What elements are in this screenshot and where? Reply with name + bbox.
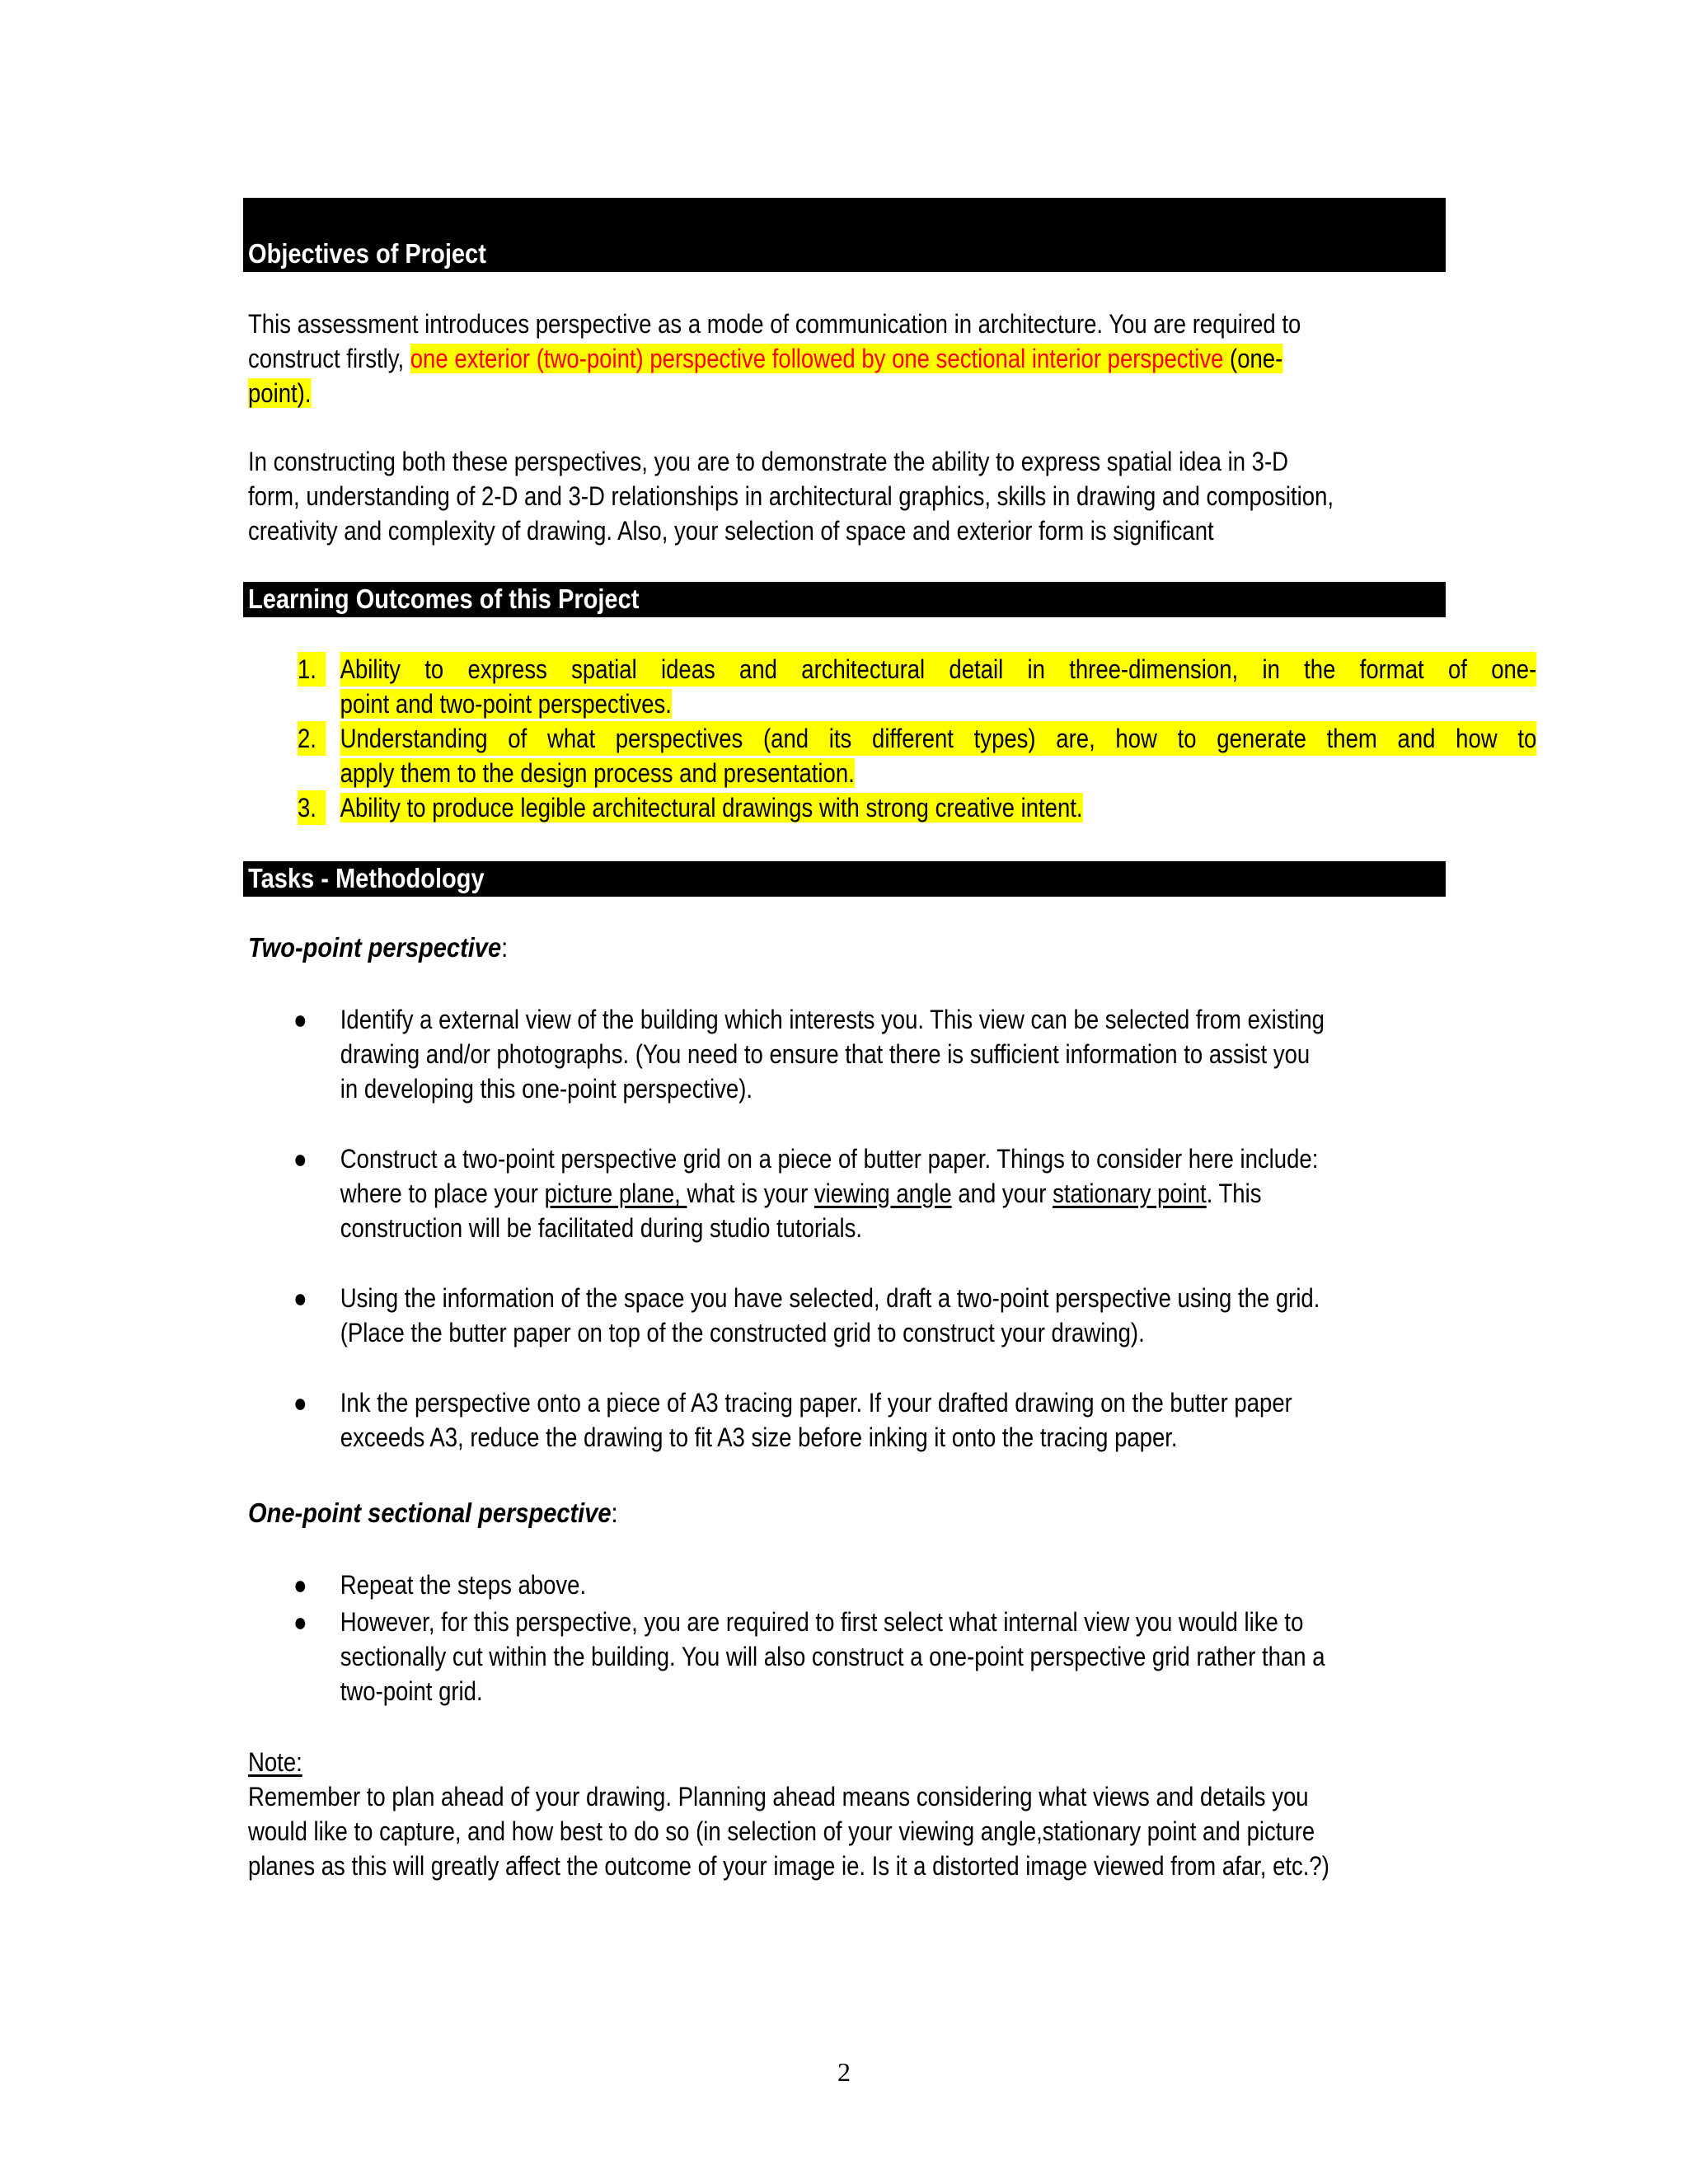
stationary-point-term: stationary point (1053, 1179, 1207, 1208)
bullet-3-line-1: Using the information of the space you have selected, draft a two-point perspective using the grid. (340, 1283, 1320, 1313)
two-point-bullets (293, 1002, 1428, 1455)
two-point-heading-colon: : (501, 932, 509, 963)
bullet-1-line-1: Identify a external view of the building which interests you. This view can be selected from existing (340, 1005, 1325, 1034)
objectives-p1-line-3 (248, 376, 1461, 410)
bullet-2-line-2 (340, 1176, 1428, 1211)
objectives-header-bar (243, 198, 1446, 272)
list-item (293, 1141, 1428, 1245)
bullet-3-line-2: (Place the butter paper on top of the constructed grid to construct your drawing). (340, 1318, 1145, 1347)
bullet-2-text-d: . This (1206, 1179, 1262, 1208)
outcome-3-line-1-wrap (340, 790, 1537, 825)
one-point-bullet-2-line-1: However, for this perspective, you are required to first select what internal view you would like to (340, 1607, 1304, 1637)
two-point-heading-text: Two-point perspective (248, 932, 502, 963)
objectives-p2-line-1: In constructing both these perspectives, you are to demonstrate the ability to express spatial idea in 3-D (248, 447, 1289, 476)
objectives-p2-line-3: creativity and complexity of drawing. Also, your selection of space and exterior form is significant (248, 516, 1214, 546)
outcome-1-line-2: point and two-point perspectives. (340, 689, 672, 719)
objectives-p1-line-1: This assessment introduces perspective as a mode of communication in architecture. You are required to (248, 309, 1301, 339)
bullet-icon: ● (293, 1607, 307, 1637)
note-line-3: planes as this will greatly affect the outcome of your image ie. Is it a distorted image viewed from afar, etc.?) (248, 1851, 1329, 1881)
bullet-1-line-2: drawing and/or photographs. (You need to ensure that there is sufficient information to assist you (340, 1039, 1311, 1069)
objectives-p1-line-3-text: point). (248, 378, 312, 408)
one-point-heading-colon: : (611, 1497, 618, 1528)
two-point-heading (248, 930, 508, 965)
objectives-paragraph-2 (248, 444, 1461, 548)
outcome-3-line-1: Ability to produce legible architectural drawings with strong creative intent. (340, 793, 1083, 823)
tasks-title: Tasks - Methodology (248, 863, 485, 893)
bullet-icon: ● (293, 1005, 307, 1034)
objectives-p1-line-2 (248, 341, 1461, 376)
objectives-title: Objectives of Project (248, 238, 486, 269)
outcome-2-line-1: Understanding of what perspectives (and its different types) are, how to generate them and how to (340, 721, 1537, 756)
bullet-icon: ● (293, 1388, 307, 1418)
objectives-emphasis-text: one exterior (two-point) perspective followed by one sectional interior perspective (410, 344, 1224, 373)
outcomes-list (298, 652, 1537, 825)
outcome-number: 3. (298, 790, 326, 825)
one-point-bullet-2-line-3: two-point grid. (340, 1676, 483, 1706)
note-label-line (248, 1745, 1461, 1779)
list-item (293, 1281, 1428, 1350)
outcome-1-line-1: Ability to express spatial ideas and architectural detail in three-dimension, in the format of one- (340, 652, 1537, 687)
bullet-icon: ● (293, 1144, 307, 1174)
tasks-header-bar (243, 861, 1446, 897)
note-line-2: would like to capture, and how best to do so (in selection of your viewing angle,stationary point and picture (248, 1816, 1315, 1846)
outcome-number: 2. (298, 721, 326, 756)
bullet-2-text-c: and your (951, 1179, 1053, 1208)
outcome-number: 1. (298, 652, 326, 687)
bullet-icon: ● (293, 1570, 307, 1600)
note-line-1: Remember to plan ahead of your drawing. Planning ahead means considering what views and details you (248, 1782, 1309, 1811)
list-item (293, 1568, 1428, 1602)
list-item (293, 1605, 1428, 1708)
objectives-p1-line-2-pre: construct firstly, (248, 344, 410, 373)
one-point-bullets (293, 1568, 1428, 1708)
outcome-2-line-2-wrap (340, 756, 1537, 790)
outcomes-header-bar (243, 582, 1446, 617)
note-block (248, 1745, 1461, 1883)
outcome-item-1 (298, 652, 1537, 721)
bullet-2-text-a: where to place your (340, 1179, 545, 1208)
list-item (293, 1002, 1428, 1106)
outcomes-title: Learning Outcomes of this Project (248, 583, 640, 614)
note-label: Note: (248, 1747, 302, 1777)
outcome-1-line-2-wrap (340, 687, 1537, 721)
page-number: 2 (837, 2057, 851, 2087)
bullet-2-text-b: what is your (687, 1179, 814, 1208)
outcome-item-3 (298, 790, 1361, 825)
picture-plane-term: picture plane, (544, 1179, 687, 1208)
bullet-icon: ● (293, 1283, 307, 1313)
one-point-bullet-2-line-2: sectionally cut within the building. You will also construct a one-point perspective grid rather than a (340, 1642, 1325, 1671)
objectives-p2-line-2: form, understanding of 2-D and 3-D relationships in architectural graphics, skills in drawing and composition, (248, 481, 1334, 511)
objectives-p1-line-2-post: (one- (1223, 344, 1283, 373)
viewing-angle-term: viewing angle (814, 1179, 952, 1208)
one-point-bullet-1-line-1: Repeat the steps above. (340, 1570, 587, 1600)
outcome-2-line-2: apply them to the design process and presentation. (340, 758, 855, 788)
bullet-2-line-3: construction will be facilitated during studio tutorials. (340, 1213, 863, 1243)
one-point-heading-text: One-point sectional perspective (248, 1497, 612, 1528)
outcome-item-2 (298, 721, 1537, 790)
bullet-4-line-1: Ink the perspective onto a piece of A3 tracing paper. If your drafted drawing on the butter paper (340, 1388, 1292, 1418)
bullet-4-line-2: exceeds A3, reduce the drawing to fit A3 size before inking it onto the tracing paper. (340, 1422, 1178, 1452)
list-item (293, 1385, 1428, 1455)
objectives-paragraph-1 (248, 307, 1461, 410)
bullet-2-line-1: Construct a two-point perspective grid on a piece of butter paper. Things to consider here include: (340, 1144, 1319, 1174)
bullet-1-line-3: in developing this one-point perspective). (340, 1074, 753, 1104)
one-point-heading (248, 1496, 618, 1530)
